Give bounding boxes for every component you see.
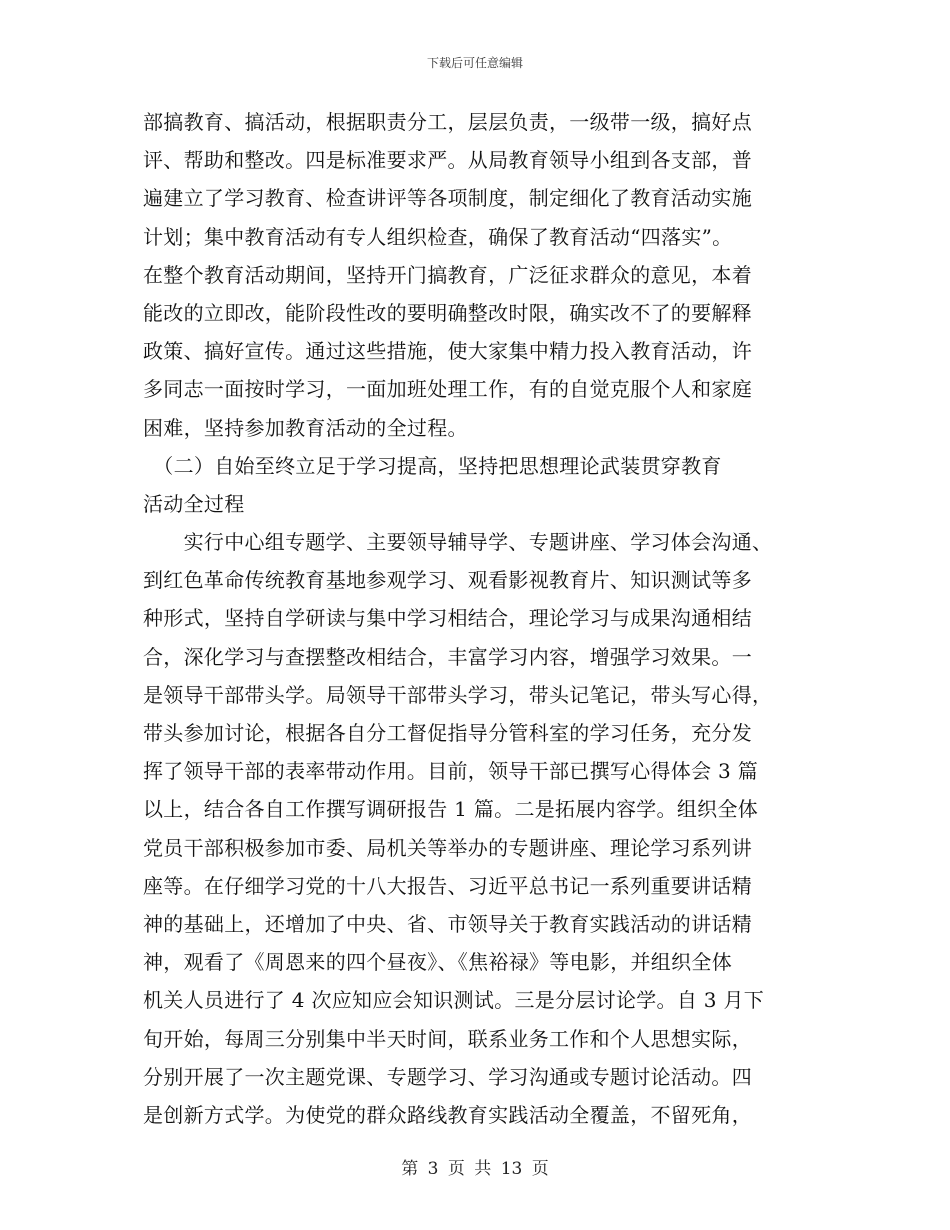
- section-heading-line: （二）自始至终立足于学习提高，坚持把思想理论武装贯穿教育: [143, 453, 722, 478]
- body-line: 种形式，坚持自学研读与集中学习相结合，理论学习与成果沟通相结: [143, 606, 752, 631]
- document-body: [143, 103, 813, 1134]
- body-line: 党员干部积极参加市委、局机关等举办的专题讲座、理论学习系列讲: [143, 835, 752, 860]
- page-number-footer: 第 3 页 共 13 页: [401, 1159, 549, 1179]
- body-line: 部搞教育、搞活动，根据职责分工，层层负责，一级带一级，搞好点: [143, 110, 752, 134]
- body-line: 神，观看了《周恩来的四个昼夜》、《焦裕禄》等电影，并组织全体: [143, 950, 732, 975]
- body-line: 遍建立了学习教育、检查讲评等各项制度，制定细化了教育活动实施: [143, 186, 752, 211]
- body-line: 合，深化学习与查摆整改相结合，丰富学习内容，增强学习效果。一: [143, 644, 752, 669]
- body-line: 以上，结合各自工作撰写调研报告 1 篇。二是拓展内容学。组织全体: [143, 797, 759, 822]
- body-line: 计划；集中教育活动有专人组织检查，确保了教育活动“四落实”。: [143, 224, 733, 249]
- body-line: 多同志一面按时学习，一面加班处理工作，有的自觉克服个人和家庭: [143, 377, 752, 402]
- body-line: 分别开展了一次主题党课、专题学习、学习沟通或专题讨论活动。四: [143, 1064, 752, 1089]
- page-header-note: 下载后可任意编辑: [426, 56, 523, 70]
- body-line: 机关人员进行了 4 次应知应会知识测试。三是分层讨论学。自 3 月下: [143, 988, 765, 1013]
- body-line: 是创新方式学。为使党的群众路线教育实践活动全覆盖，不留死角，: [143, 1102, 752, 1127]
- body-line: 挥了领导干部的表率带动作用。目前，领导干部已撰写心得体会 3 篇: [143, 759, 759, 784]
- body-line: 带头参加讨论，根据各自分工督促指导分管科室的学习任务，充分发: [143, 721, 752, 745]
- body-line: 到红色革命传统教育基地参观学习、观看影视教育片、知识测试等多: [143, 568, 752, 593]
- body-line: 是领导干部带头学。局领导干部带头学习，带头记笔记，带头写心得，: [143, 682, 773, 707]
- body-line: 评、帮助和整改。四是标准要求严。从局教育领导小组到各支部，普: [143, 148, 752, 173]
- body-line: 能改的立即改，能阶段性改的要明确整改时限，确实改不了的要解释: [143, 300, 752, 325]
- body-line: 旬开始，每周三分别集中半天时间，联系业务工作和个人思想实际，: [143, 1026, 752, 1051]
- body-line: 神的基础上，还增加了中央、省、市领导关于教育实践活动的讲话精: [143, 911, 752, 936]
- body-line: 实行中心组专题学、主要领导辅导学、专题讲座、学习体会沟通、: [143, 530, 773, 555]
- body-line: 政策、搞好宣传。通过这些措施，使大家集中精力投入教育活动，许: [143, 339, 752, 364]
- body-line: 困难，坚持参加教育活动的全过程。: [143, 415, 468, 440]
- body-line: 在整个教育活动期间，坚持开门搞教育，广泛征求群众的意见，本着: [143, 262, 752, 287]
- section-heading-line: 活动全过程: [143, 491, 245, 516]
- body-line: 座等。在仔细学习党的十八大报告、习近平总书记一系列重要讲话精: [143, 873, 752, 898]
